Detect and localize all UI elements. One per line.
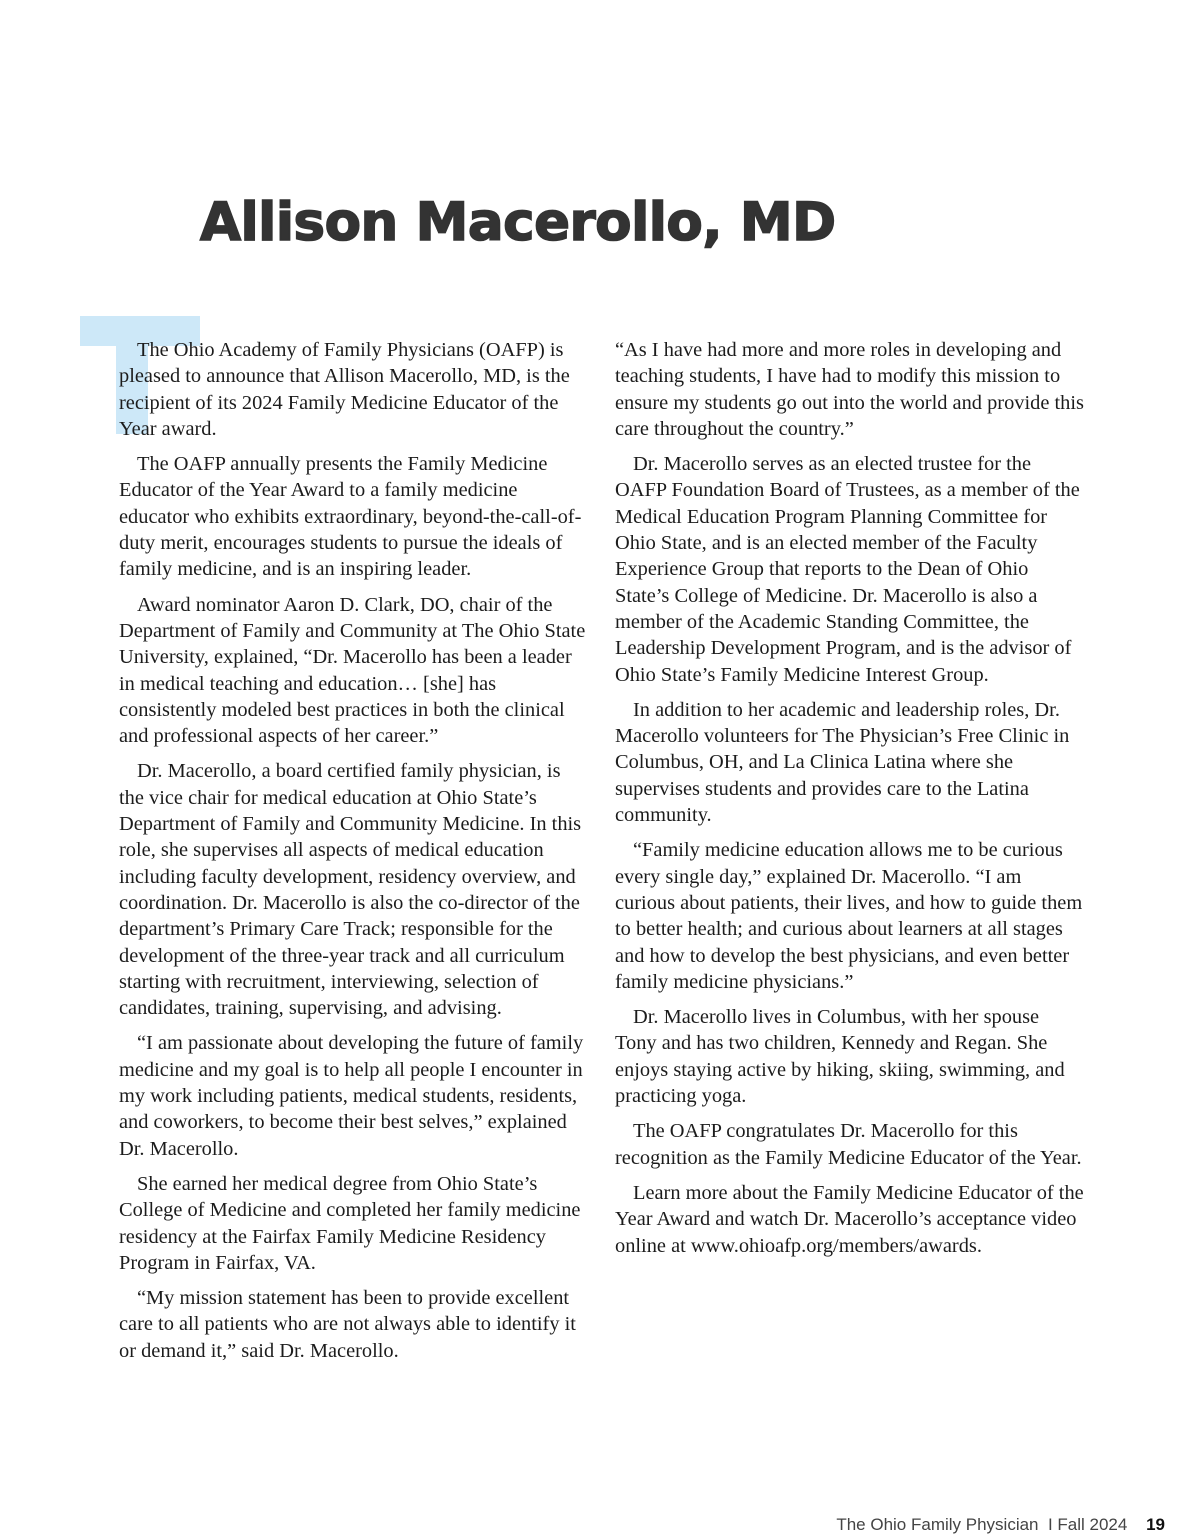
paragraph: In addition to her academic and leadership roles, Dr. Macerollo volunteers for The Physician’s Free Clinic in Columbus, OH, and La Clinica Latina where she supervises students and provides care to the Latina community. — [615, 698, 1070, 827]
paragraph: She earned her medical degree from Ohio State’s College of Medicine and completed her family medicine residency at the Fairfax Family Medicine Residency Program in Fairfax, VA. — [119, 1172, 581, 1274]
page-footer — [836, 1515, 1165, 1535]
paragraph: The OAFP annually presents the Family Medicine Educator of the Year Award to a family medicine educator who exhibits extraordinary, beyond-the-call-of-duty merit, encourages students to pursue the ideals of family medicine, and is an inspiring leader. — [119, 453, 582, 581]
paragraph: Award nominator Aaron D. Clark, DO, chair of the Department of Family and Community at The Ohio State University, explained, “Dr. Macerollo has been a leader in medical teaching and education… [she] has consistently modeled best practices in both the clinical and professional aspects of her career.” — [119, 593, 586, 748]
paragraph: Dr. Macerollo, a board certified family physician, is the vice chair for medical education at Ohio State’s Department of Family and Community Medicine. In this role, she supervises all aspects of medical education including faculty development, residency overview, and coordination. Dr. Macerollo is also the co-director of the department’s Primary Care Track; responsible for the development of the three-year track and all curriculum starting with recruitment, interviewing, selection of candidates, training, supervising, and advising. — [119, 760, 582, 1020]
paragraph: “I am passionate about developing the future of family medicine and my goal is to help all people I encounter in my work including patients, medical students, residents, and coworkers, to become their best selves,” explained Dr. Macerollo. — [119, 1032, 584, 1160]
publication-name: The Ohio Family Physician I Fall 2024 — [836, 1515, 1128, 1534]
paragraph: The Ohio Academy of Family Physicians (OAFP) is pleased to announce that Allison Macerollo, MD, is the recipient of its 2024 Family Medicine Educator of the Year award. — [119, 339, 570, 440]
article-title: Allison Macerollo, MD — [200, 192, 836, 253]
paragraph: “As I have had more and more roles in developing and teaching students, I have had to modify this mission to ensure my students go out into the world and provide this care throughout the country.” — [615, 339, 1084, 440]
article-column-left — [119, 337, 589, 1373]
page-number: 19 — [1146, 1515, 1165, 1534]
paragraph: “My mission statement has been to provide excellent care to all patients who are not always able to identify it or demand it,” said Dr. Macerollo. — [119, 1287, 576, 1362]
paragraph: “Family medicine education allows me to be curious every single day,” explained Dr. Macerollo. “I am curious about patients, their lives, and how to guide them to better health; and curious about learners at all stages and how to develop the best physicians, and even better family medicine physicians.” — [615, 839, 1083, 993]
paragraph: Dr. Macerollo lives in Columbus, with her spouse Tony and has two children, Kennedy and Regan. She enjoys staying active by hiking, skiing, swimming, and practicing yoga. — [615, 1006, 1065, 1108]
paragraph: Dr. Macerollo serves as an elected trustee for the OAFP Foundation Board of Trustees, as a member of the Medical Education Program Planning Committee for Ohio State, and is an elected member of the Faculty Experience Group that reports to the Dean of Ohio State’s College of Medicine. Dr. Macerollo is also a member of the Academic Standing Committee, the Leadership Development Program, and is the advisor of Ohio State’s Family Medicine Interest Group. — [615, 453, 1080, 686]
paragraph: Learn more about the Family Medicine Educator of the Year Award and watch Dr. Macerollo’s acceptance video online at www.ohioafp.org/members/awards. — [615, 1181, 1084, 1257]
paragraph: The OAFP congratulates Dr. Macerollo for this recognition as the Family Medicine Educator of the Year. — [615, 1120, 1082, 1169]
article-column-right — [615, 337, 1085, 1268]
